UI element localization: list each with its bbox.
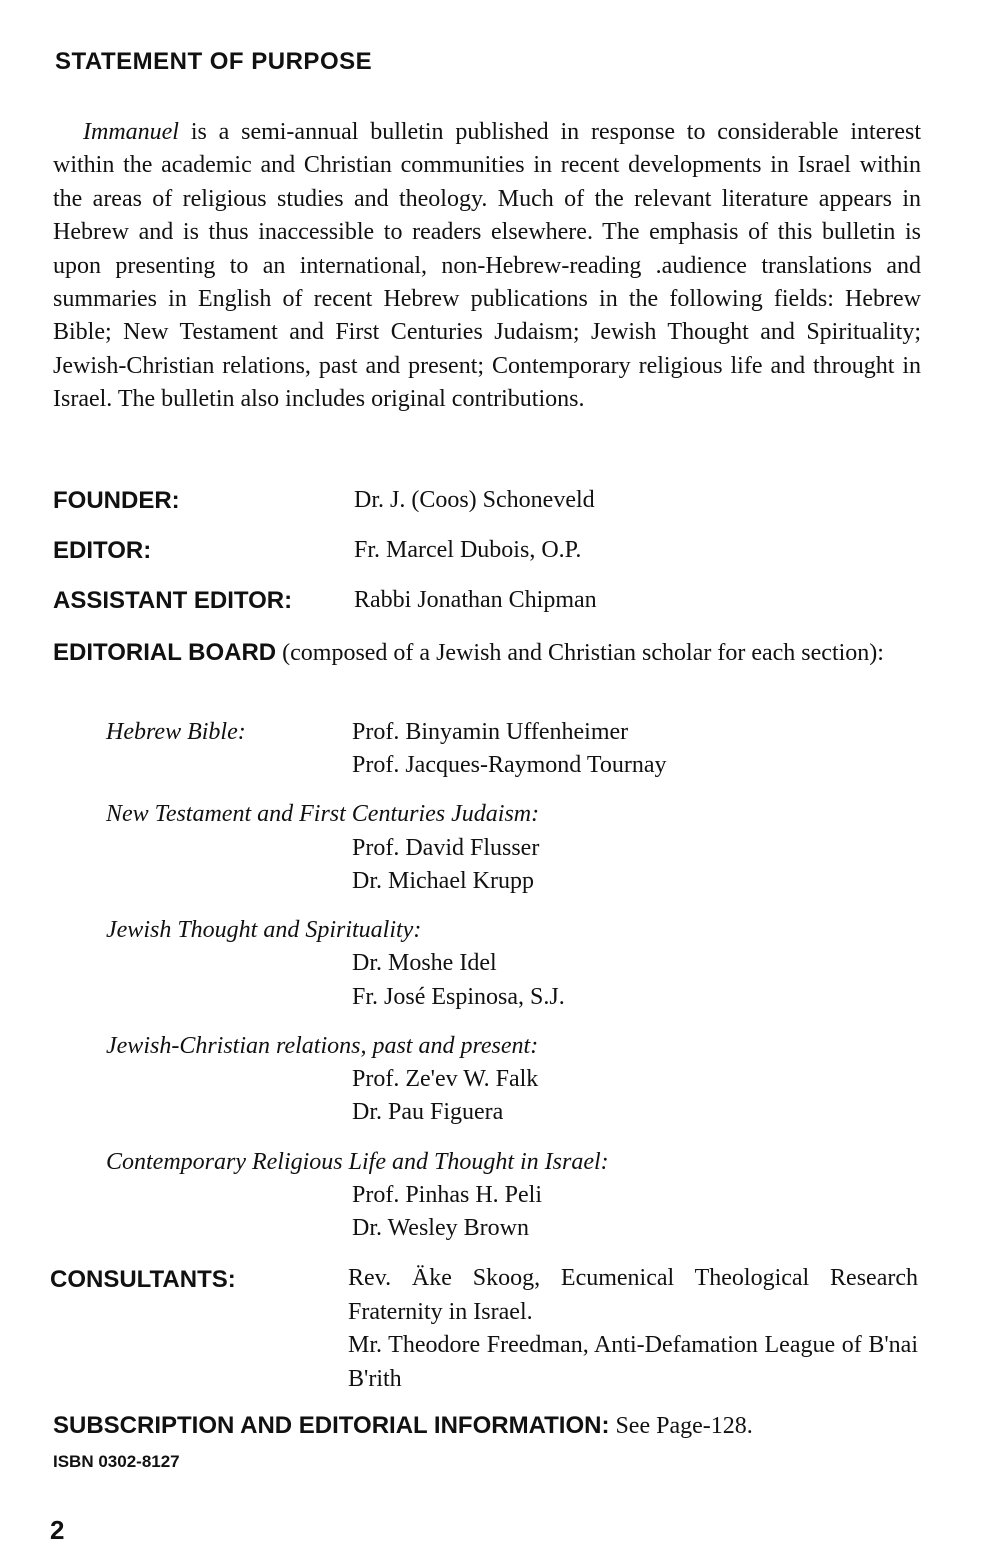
- board-section-title: Hebrew Bible:: [106, 719, 246, 745]
- assistant-editor-name: Rabbi Jonathan Chipman: [354, 587, 597, 613]
- board-section-title: New Testament and First Centuries Judaism:: [106, 801, 540, 827]
- board-member: Fr. José Espinosa, S.J.: [352, 984, 565, 1010]
- board-member: Dr. Wesley Brown: [352, 1215, 529, 1241]
- subscription-label: SUBSCRIPTION AND EDITORIAL INFORMATION:: [53, 1412, 610, 1439]
- board-member: Dr. Michael Krupp: [352, 868, 534, 894]
- board-member: Prof. Binyamin Uffenheimer: [352, 719, 629, 745]
- board-member: Prof. David Flusser: [352, 835, 540, 861]
- consultant-entry: Mr. Theodore Freedman, Anti-Defamation League of B'nai B'rith: [348, 1332, 918, 1392]
- board-member: Dr. Pau Figuera: [352, 1099, 504, 1125]
- subscription-text: See Page-128.: [615, 1413, 753, 1439]
- board-section-title: Contemporary Religious Life and Thought in Israel:: [106, 1149, 609, 1175]
- board-section-title: Jewish-Christian relations, past and present:: [106, 1033, 539, 1059]
- founder-name: Dr. J. (Coos) Schoneveld: [354, 487, 595, 513]
- page-number: 2: [50, 1515, 65, 1545]
- board-member: Prof. Ze'ev W. Falk: [352, 1066, 539, 1092]
- subscription-info: [53, 1412, 753, 1440]
- isbn: ISBN 0302-8127: [53, 1452, 180, 1471]
- editor-name: Fr. Marcel Dubois, O.P.: [354, 537, 582, 563]
- consultants-label: CONSULTANTS:: [50, 1266, 236, 1293]
- founder-label: FOUNDER:: [53, 487, 180, 514]
- editor-label: EDITOR:: [53, 537, 152, 564]
- board-section-title: Jewish Thought and Spirituality:: [106, 917, 422, 943]
- consultant-entry: Rev. Äke Skoog, Ecumenical Theological Research Fraternity in Israel.: [348, 1265, 918, 1325]
- board-member: Dr. Moshe Idel: [352, 950, 497, 976]
- editorial-board-label: EDITORIAL BOARD: [53, 639, 277, 666]
- purpose-text: is a semi-annual bulletin published in response to considerable interest within the academic and Christian communities in recent developments in Israel within the areas of religious studies and theology. Much of the relevant literature appears in Hebrew and is thus inaccessible to readers elsewhere. The emphasis of this bulletin is upon presenting to an international, non-Hebrew-reading .audience translations and summaries in English of recent Hebrew publications in the following fields: Hebrew Bible; New Testament and First Centuries Judaism; Jewish Thought and Spirituality; Jewish-Christian relations, past and present; Contemporary religious life and throught in Israel. The bulletin also includes original contributions.: [53, 119, 922, 413]
- editorial-board-intro: [53, 636, 919, 670]
- board-member: Prof. Pinhas H. Peli: [352, 1182, 543, 1208]
- editorial-board-note: (composed of a Jewish and Christian scholar for each section):: [282, 640, 884, 666]
- board-member: Prof. Jacques-Raymond Tournay: [352, 752, 667, 778]
- bulletin-name: Immanuel: [83, 119, 179, 145]
- page-title: STATEMENT OF PURPOSE: [55, 48, 373, 75]
- assistant-editor-label: ASSISTANT EDITOR:: [53, 587, 293, 614]
- purpose-paragraph: [53, 116, 921, 417]
